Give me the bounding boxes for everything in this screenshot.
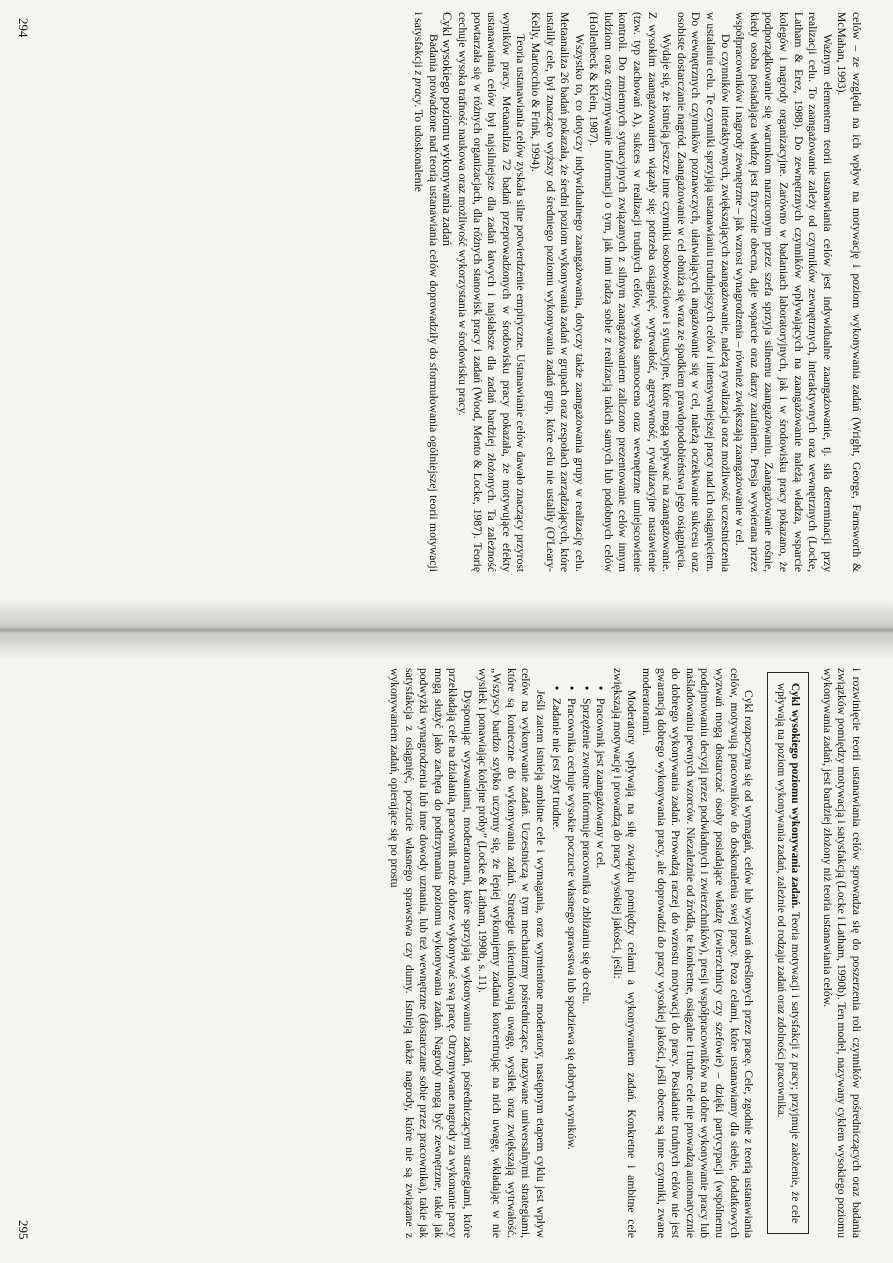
- right-paragraph-4: Jeśli zatem istnieją ambitne cele i wymagania, oraz wymienione moderatory, następnym etapem cyklu jest wpływ celów na wykonywanie zadań. Uczestniczą w tym mechanizmy pośredniczące, nazywane uniwersalnymi strategiami, które są konieczne do wykonywania zadań. Strategie ukierunkowują uwagę, wysiłek oraz zwiększają wytrwałość. „Wszyscy bardzo szybko uczymy się, że lepiej wykonujemy zadania koncentrując na nich uwagę, wkładając w nie wysiłek i ponawiając kolejne próby” (Locke & Latham, 1990b, s. 11).: [475, 668, 547, 1238]
- left-paragraph-4: Wydaje się, że istnieją jeszcze inne czynniki osobowościowe i sytuacyjne, które mogą wpływać na zaangażowanie. Z wysokim zaangażowaniem wiązały się: potrzeba osiągnięć, wytrwałość, agresywność, rywalizacyjne nastawienie (tzw. typ zachowań A), sukces w realizacji trudnych celów, wysoka samoocena oraz wewnętrzne umiejscowienie kontroli. Do zmiennych sytuacyjnych związanych z silnym zaangażowaniem zaliczono prezentowanie celów innym ludziom oraz otrzymywanie informacji o tym, jak inni radzą sobie z realizacją takich samych lub podobnych celów (Hollenbeck & Klein, 1987).: [587, 12, 674, 572]
- section-heading: Cykl wysokiego poziomu wykonywania zadań: [440, 12, 455, 246]
- right-paragraph-5: Dysponując wyzwaniami, moderatorami, które sprzyjają wykonywaniu zadań, pośredniczącymi strategiami, które przekładają cele na działania, pracownik może dobrze wykonywać swą pracę. Otrzymywane nagrody za wykonanie pracy mogą służyć jako zachęta do podtrzymania poziomu wykonywania zadań. Nagrody mogą być zewnętrzne, takie jak podwyżki wynagrodzenia lub inne dowody uznania, lub też wewnętrzne (dostarczane sobie przez pracownika), takie jak satysfakcja z osiągnięć, poczucie własnego sprawstwa czy dumy. Istnieją także nagrody, które nie są związane z wykonywaniem zadań, opierające się po prostu: [387, 668, 474, 1238]
- left-paragraph-7-a: Badania prowadzone nad teorią ustanawiania celów doprowadziły do sformułowania ogólniejszej teorii motywacji i satysfakcji: [412, 12, 440, 572]
- list-item: • Sprzężenie zwrotne informuje pracownika o zbliżaniu się do celu.: [578, 686, 593, 1238]
- left-paragraph-1: celów – ze względu na ich wpływ na motywację i poziom wykonywania zadań (Wright, George, Farnsworth & McMahan, 1993).: [835, 12, 863, 572]
- left-paragraph-6: Teoria ustanawiania celów zyskała silne potwierdzenie empiryczne. Ustanawianie celów dawało znaczący przyrost wyników pracy. Metaanaliza 72 badań przeprowadzonych w środowisku pracy pokazała, że motywujące efekty ustanawiania celów był najsilniejsze dla zadań łatwych i najsłabsze dla zadań bardziej złożonych. Ta zależność powtarzała się w różnych organizacjach, dla różnych stanowisk pracy i zadań (Wood, Mento & Locke, 1987). Teorię cechuje wysoka trafność naukowa oraz możliwość wykorzystania w środowisku pracy.: [455, 12, 528, 572]
- left-paragraph-2: Ważnym elementem teorii ustanawiania celów jest indywidualne zaangażowanie, tj. siła determinacji przy realizacji celu. To zaangażowanie zależy od czynników zewnętrznych, interaktywnych oraz wewnętrznych (Locke, Latham & Erez, 1988). Do zewnętrznych czynników wpływających na zaangażowanie należą władza, wsparcie kolegów i nagrody organizacyjne. Zarówno w badaniach laboratoryjnych, jak i w środowisku pracy pokazano, że podporządkowanie się warunkom narzuconym przez szefa sprzyja silnemu zaangażowaniu. Zaangażowanie rośnie, kiedy osoba posiadająca władzę jest fizycznie obecna, daje wsparcie oraz darzy zaufaniem. Presja wywierana przez współpracowników i nagrody zewnętrzne – jak wzrost wynagrodzenia – również zwiększają zaangażowanie w cel.: [733, 12, 834, 572]
- right-paragraph-1: i rozwinięcie teorii ustanawiania celów sprowadza się do poszerzenia roli czynników pośredniczących oraz badania związków pomiędzy motywacją i satysfakcją (Locke i Latham, 1990b). Ten model, nazywany cyklem wysokiego poziomu wykonywania zadań, jest bardziej złożony niż teoria ustanawiania celów.: [820, 668, 863, 1238]
- right-paragraph-2: Cykl rozpoczyna się od wymagań, celów lub wyzwań określonych przez pracę. Cele, zgodnie z teorią ustanawiania celów, motywują pracowników do doskonalenia swej pracy. Poza celami, które ustanawiamy dla siebie, dodatkowych wyzwań mogą dostarczać osoby posiadające władzę (zwierzchnicy czy szefowie) – dzięki partycypacji (wspólnemu podejmowaniu decyzji przez podwładnych i zwierzchników), presji współpracowników na dobre wykonywanie pracy lub naśladowaniu pewnych wzorców. Niezależnie od źródła, te konkretne, osiągalne i trudne cele nie prowadzą automatycznie do dobrego wykonywania zadań. Prowadzą raczej do wzrostu motywacji do pracy. Posiadanie trudnych celów nie jest gwarancją dobrego wykonywania pracy, ale doprowadzi do pracy wysokiej jakości, jeśli obecne są inne czynniki, zwane moderatorami.: [640, 668, 756, 1238]
- left-paragraph-3: Do czynników interaktywnych, zwiększających zaangażowanie, należą rywalizacja oraz możliwość uczestniczenia w ustalaniu celu. Te czynniki sprzyjają ustanawianiu trudniejszych celów i intensywniejszej pracy nad ich osiągnięciem. Do wewnętrznych czynników poznawczych, ułatwiających angażowanie się w cel, należą oczekiwanie sukcesu oraz osobiste dostarczanie nagród. Zaangażowanie w cel obniża się wraz ze spadkiem prawdopodobieństwa jego osiągnięcia.: [674, 12, 732, 572]
- definition-box: [767, 672, 809, 1234]
- left-paragraph-5: Wszystko to, co dotyczy indywidualnego zaangażowania, dotyczy także zaangażowania grupy w realizację celu. Metaanaliza 26 badań pokazała, że średni poziom wykonywania zadań w grupach oraz zespołach zarządzających, które ustaliły cele, był znacząco wyższy od średniego poziomu wykonywania zadań grup, które celu nie ustaliły (O'Leary-Kelly, Martocchio & Frink, 1994).: [528, 12, 586, 572]
- definition-text: Teoria motywacji i satysfakcji z pracy; przyjmuje założenie, że cele wpływają na poziom wykonywania zadań, zależnie od rodzaju zadań oraz zdolności pracownika.: [775, 683, 802, 1224]
- right-paragraph-3: Moderatory wpływają na siłę związku pomiędzy celami a wykonywaniem zadań. Konkretne i ambitne cele zwiększają motywację i prowadzą do pracy wysokiej jakości, jeśli:: [610, 668, 639, 1238]
- definition-term: Cykl wysokiego poziomu wykonywania zadań.: [789, 683, 802, 909]
- right-page-column: [386, 668, 863, 1238]
- list-item: • Zadanie nie jest zbyt trudne.: [549, 686, 564, 1238]
- left-paragraph-7-b: . To udoskonalenie: [412, 104, 426, 192]
- book-spine-shadow: [0, 600, 893, 660]
- left-paragraph-7: [411, 12, 440, 572]
- page-number-left: 294: [16, 18, 31, 38]
- list-item: • Pracownik jest zaangażowany w cel.: [593, 686, 608, 1238]
- moderator-list: [549, 686, 607, 1238]
- page-number-right: 295: [16, 1220, 31, 1240]
- left-page-column: [411, 12, 863, 572]
- list-item: • Pracownika cechuje wysokie poczucie własnego sprawstwa lub spodziewa się dobrych wyników.: [564, 686, 579, 1238]
- left-paragraph-7-em: z pracy: [412, 70, 426, 105]
